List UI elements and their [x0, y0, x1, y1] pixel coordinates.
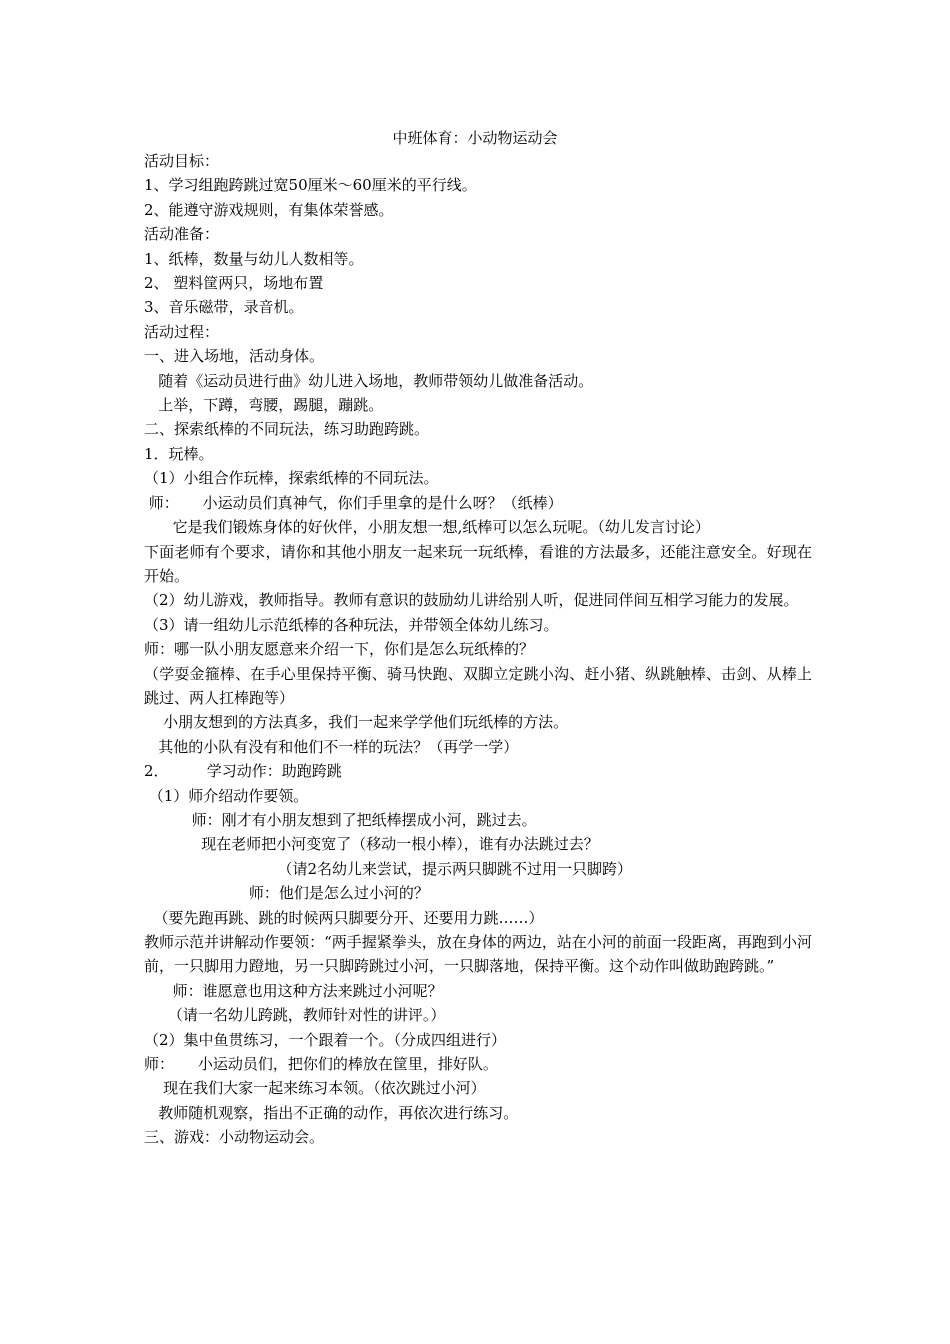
paragraph-line: 师：哪一队小朋友愿意来介绍一下，你们是怎么玩纸棒的？ — [144, 640, 535, 659]
paragraph-line: 师：谁愿意也用这种方法来跳过小河呢？ — [144, 981, 443, 1000]
paragraph: 下面老师有个要求，请你和其他小朋友一起来玩一玩纸棒，看谁的方法最多，还能注意安全。好现在开始。 — [144, 542, 812, 585]
paragraph: 教师示范并讲解动作要领：“两手握紧拳头，放在身体的两边，站在小河的前面一段距离，再跑到小河前，一只脚用力蹬地，另一只脚跨跳过小河，一只脚落地，保持平衡。这个动作叫做助跑跨跳。” — [144, 933, 812, 976]
subsection-heading: 2． 学习动作：助跑跨跳 — [144, 762, 342, 781]
paragraph-line: （1）师介绍动作要领。 — [144, 786, 309, 805]
paragraph: （学耍金箍棒、在手心里保持平衡、骑马快跑、双脚立定跳小沟、赶小猪、纵跳触棒、击剑、从棒上跳过、两人扛棒跑等） — [144, 664, 812, 707]
heading-preparation: 活动准备： — [144, 225, 220, 244]
paragraph-line: 随着《运动员进行曲》幼儿进入场地，教师带领幼儿做准备活动。 — [144, 371, 594, 390]
preparation-item: 3、音乐磁带，录音机。 — [144, 298, 304, 317]
paragraph-line: 上举，下蹲，弯腰，踢腿，蹦跳。 — [144, 396, 384, 415]
paragraph-line: 小朋友想到的方法真多，我们一起来学学他们玩纸棒的方法。 — [144, 713, 569, 732]
heading-goals: 活动目标： — [144, 152, 220, 170]
goal-item: 2、能遵守游戏规则，有集体荣誉感。 — [144, 200, 394, 219]
paragraph-line: 其他的小队有没有和他们不一样的玩法？（再学一学） — [144, 737, 519, 756]
goal-item: 1、学习组跑跨跳过宽50厘米～60厘米的平行线。 — [144, 176, 477, 195]
document-title: 中班体育：小动物运动会 — [392, 129, 558, 147]
paragraph-line: 师： 小运动员们真神气，你们手里拿的是什么呀？（纸棒） — [144, 493, 563, 512]
paragraph-line: 教师随机观察，指出不正确的动作，再依次进行练习。 — [144, 1103, 519, 1122]
section-heading: 三、游戏：小动物运动会。 — [144, 1128, 325, 1147]
paragraph-line: （2）集中鱼贯练习，一个跟着一个。（分成四组进行） — [144, 1030, 507, 1049]
paragraph-line: 现在老师把小河变宽了（移动一根小棒），谁有办法跳过去？ — [144, 835, 599, 854]
paragraph-line: 师：他们是怎么过小河的？ — [144, 884, 429, 903]
section-heading: 二、探索纸棒的不同玩法，练习助跑跨跳。 — [144, 420, 430, 439]
document-body — [144, 149, 812, 1150]
preparation-item: 1、纸棒，数量与幼儿人数相等。 — [144, 249, 364, 268]
section-heading: 一、进入场地，活动身体。 — [144, 347, 325, 366]
preparation-item: 2、 塑料筐两只，场地布置 — [144, 274, 324, 293]
paragraph-line: （1）小组合作玩棒，探索纸棒的不同玩法。 — [144, 469, 439, 488]
paragraph-line: 师：刚才有小朋友想到了把纸棒摆成小河，跳过去。 — [144, 810, 537, 829]
paragraph-line: （要先跑再跳、跳的时候两只脚要分开、还要用力跳……） — [144, 908, 544, 927]
heading-process: 活动过程： — [144, 322, 220, 341]
paragraph-line: 它是我们锻炼身体的好伙伴，小朋友想一想,纸棒可以怎么玩呢。（幼儿发言讨论） — [144, 518, 710, 537]
paragraph-line: （请2名幼儿来尝试，提示两只脚跳不过用一只脚跨） — [144, 859, 633, 878]
paragraph-line: （3）请一组幼儿示范纸棒的各种玩法，并带领全体幼儿练习。 — [144, 615, 559, 634]
paragraph: （2）幼儿游戏，教师指导。教师有意识的鼓励幼儿讲给别人听，促进同伴间互相学习能力的发展。 — [144, 591, 799, 610]
paragraph-line: 师： 小运动员们，把你们的棒放在筐里，排好队。 — [144, 1055, 498, 1074]
paragraph-line: （请一名幼儿跨跳，教师针对性的讲评。） — [144, 1006, 446, 1025]
subsection-heading: 1．玩棒。 — [144, 444, 214, 463]
paragraph-line: 现在我们大家一起来练习本领。（依次跳过小河） — [144, 1079, 486, 1098]
